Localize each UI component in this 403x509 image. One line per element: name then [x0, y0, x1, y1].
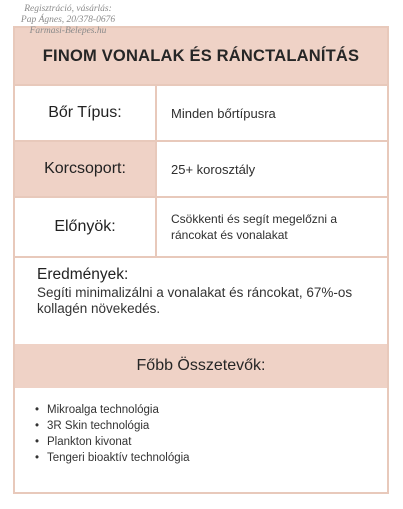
- row-label: Korcsoport:: [15, 142, 155, 196]
- results-section: [15, 258, 387, 342]
- ingredients-list: [35, 402, 190, 466]
- row-value: Csökkenti és segít megelőzni a ráncokat és vonalakat: [171, 212, 338, 242]
- watermark: [8, 4, 128, 37]
- list-item: [35, 434, 190, 450]
- card-title: FINOM VONALAK ÉS RÁNCTALANÍTÁS: [15, 28, 387, 84]
- watermark-line-1: Regisztráció, vásárlás:: [24, 4, 112, 14]
- row-label: Előnyök:: [54, 218, 116, 235]
- watermark-line-3: Farmasi-Belepes.hu: [29, 26, 107, 36]
- row-age-group: [15, 142, 387, 196]
- ingredient-label: 3R Skin technológia: [47, 420, 150, 432]
- list-item: [35, 418, 190, 434]
- row-skin-type: [15, 86, 387, 140]
- ingredients-heading: Főbb Összetevők:: [15, 344, 387, 388]
- bullet-icon: •: [35, 420, 40, 432]
- list-item: [35, 450, 190, 466]
- results-text: Segíti minimalizálni a vonalakat és ráncokat, 67%-os kollagén növekedés.: [37, 285, 353, 316]
- results-heading: Eredmények:: [37, 266, 129, 283]
- ingredient-label: Mikroalga technológia: [47, 404, 159, 416]
- product-info-card: [13, 26, 389, 494]
- bullet-icon: •: [35, 436, 40, 448]
- row-benefits: [15, 198, 387, 256]
- list-item: [35, 402, 190, 418]
- row-value: Minden bőrtípusra: [171, 105, 276, 121]
- ingredient-label: Plankton kivonat: [47, 436, 132, 448]
- row-value: 25+ korosztály: [171, 161, 256, 177]
- row-label: Bőr Típus:: [48, 104, 122, 121]
- ingredient-label: Tengeri bioaktív technológia: [47, 452, 190, 464]
- watermark-line-2: Pap Ágnes, 20/378-0676: [20, 15, 116, 25]
- bullet-icon: •: [35, 452, 40, 464]
- bullet-icon: •: [35, 404, 40, 416]
